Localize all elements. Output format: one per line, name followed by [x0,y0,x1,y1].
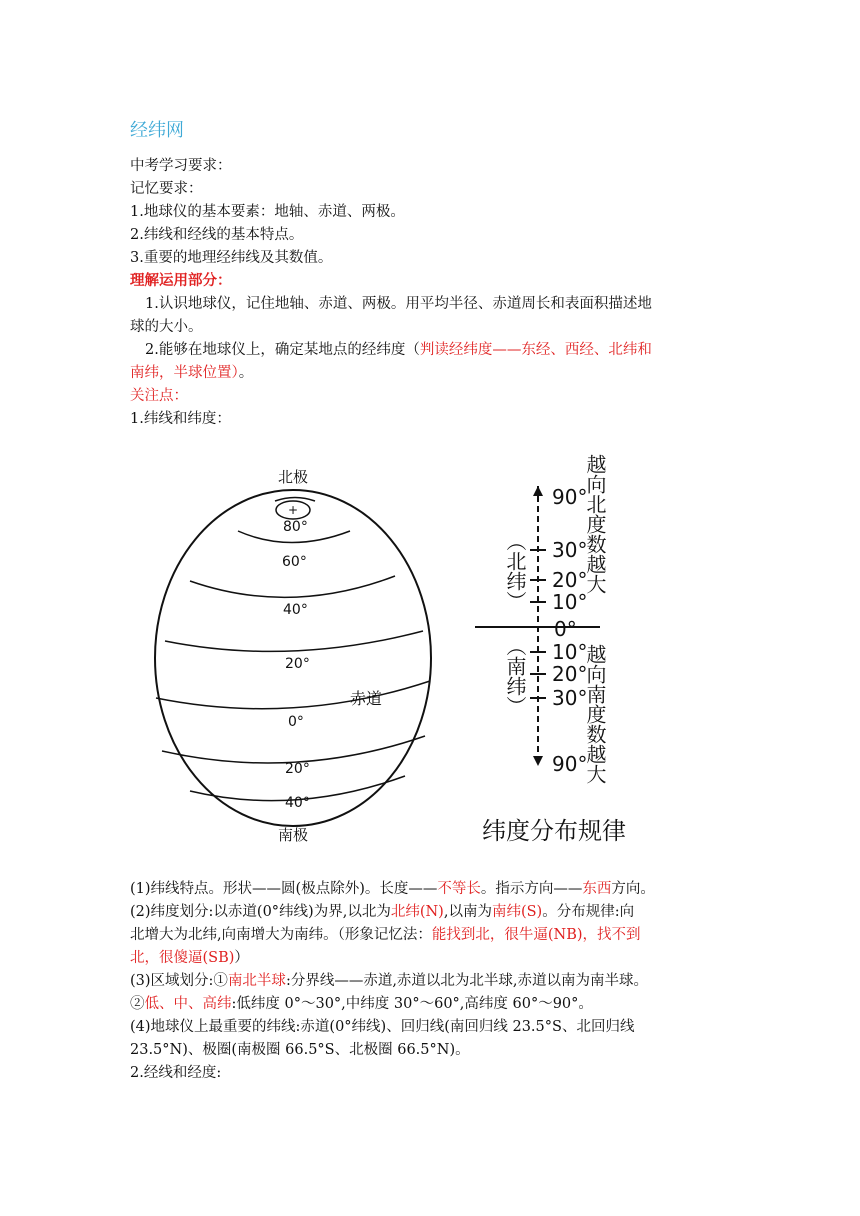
text-line: 1.地球仪的基本要素：地轴、赤道、两极。 [130,204,405,220]
text-span: ,以南为 [443,904,492,920]
equator-label: 赤道 [350,689,383,708]
north-pole-label: 北极 [278,468,309,486]
text-line: 中考学习要求： [130,158,232,174]
text-line: 1.纬线和纬度： [130,411,231,427]
highlight-span: 低、中、高纬 [144,996,232,1012]
text-line: 1.认识地球仪，记住地轴、赤道、两极。用平均半径、赤道周长和表面积描述地 [145,296,652,312]
text-line [130,924,730,947]
text-line [130,362,730,385]
text-span: (2)纬度划分:以赤道(0°纬线)为界,以北为 [130,904,391,920]
south-pole-label: 南极 [278,826,309,844]
scale-label: 90° [552,485,588,509]
pole-marker: + [288,503,299,517]
text-span: 。 [238,365,254,381]
highlight-span: 南纬，半球位置） [130,365,239,381]
scale-label: 10° [552,640,588,664]
scale-label: 20° [552,568,588,592]
globe-lat-label: 20° [285,761,310,777]
highlight-span: 北，很傻逼(SB) [130,950,235,966]
highlight-span: 判读经纬度——东经、西经、北纬和 [419,342,652,358]
text-line: 记忆要求： [130,181,203,197]
scale-label: 90° [552,752,588,776]
text-line: 2.经线和经度: [130,1065,222,1081]
highlight-span: 北纬(N) [390,904,444,920]
south-note: 越向南度数越大 [583,644,607,784]
section-heading: 关注点： [130,388,188,404]
south-latitude-label: （南纬） [503,636,527,716]
text-span: (3)区域划分:① [130,973,228,989]
highlight-span: 不等长 [437,881,481,897]
text-span: 方向。 [611,881,655,897]
scale-label: 10° [552,590,588,614]
text-span: 。分布规律:向 [542,904,635,920]
latitude-figure [130,436,665,866]
text-line [145,339,745,362]
highlight-span: 能找到北，很牛逼(NB)，找不到 [431,927,641,943]
text-line: 球的大小。 [130,319,203,335]
scale-label: 0° [554,617,577,641]
page-title: 经纬网 [130,120,184,141]
text-line: (4)地球仪上最重要的纬线:赤道(0°纬线)、回归线(南回归线 23.5°S、北回归线 [130,1019,635,1035]
text-line [130,993,730,1016]
globe-lat-label: 20° [285,656,310,672]
scale-label: 20° [552,662,588,686]
text-span: :分界线——赤道,赤道以北为北半球,赤道以南为南半球。 [285,973,649,989]
text-line [130,901,730,924]
text-span: (1)纬线特点。形状——圆(极点除外)。长度—— [130,881,438,897]
globe-lat-label: 40° [285,795,310,811]
scale-label: 30° [552,686,588,710]
text-line: 3.重要的地理经纬线及其数值。 [130,250,333,266]
latitude-scale [475,486,600,766]
highlight-span: 南北半球 [227,973,286,989]
highlight-span: 南纬(S) [491,904,543,920]
globe-lat-label: 60° [282,554,307,570]
globe-lat-label: 0° [288,714,304,730]
text-span: 2.能够在地球仪上，确定某地点的经纬度（ [145,342,420,358]
text-line [130,947,730,970]
globe-lat-label: 40° [283,602,308,618]
text-span: ） [234,950,249,966]
scale-label: 30° [552,538,588,562]
text-line [130,970,730,993]
highlight-span: 东西 [582,881,612,897]
text-span: 。指示方向—— [480,881,583,897]
text-span: ② [130,996,145,1012]
figure-caption: 纬度分布规律 [482,817,626,845]
text-line [130,878,730,901]
section-heading: 理解运用部分： [130,273,232,289]
text-span: 北增大为北纬,向南增大为南纬。（形象记忆法： [130,927,432,943]
text-line: 2.纬线和经线的基本特点。 [130,227,304,243]
north-note: 越向北度数越大 [583,454,607,594]
text-span: :低纬度 0°～30°,中纬度 30°～60°,高纬度 60°～90°。 [231,996,593,1012]
north-latitude-label: （北纬） [503,531,527,611]
globe-lat-label: 80° [283,519,308,535]
text-line: 23.5°N)、极圈(南极圈 66.5°S、北极圈 66.5°N)。 [130,1042,470,1058]
